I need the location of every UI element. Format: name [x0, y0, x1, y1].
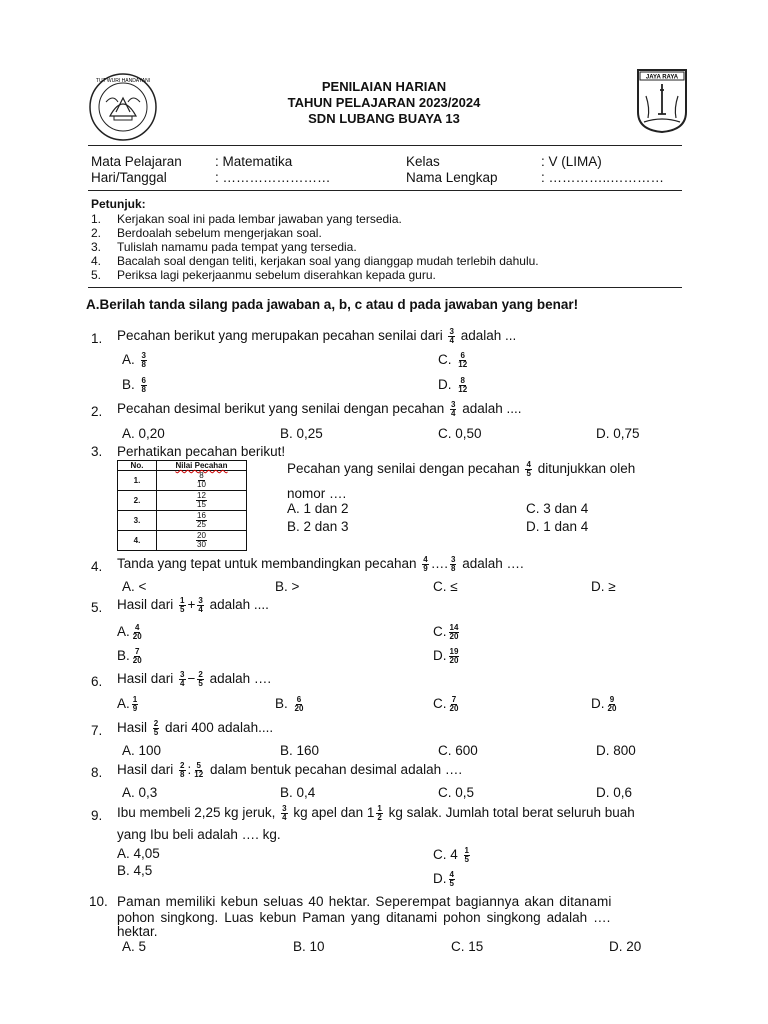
q10-option-d[interactable]: D. 20	[609, 939, 642, 954]
right-logo-text: JAYA RAYA	[645, 74, 679, 81]
q3-question-line2: nomor ….	[287, 486, 347, 501]
q10-stem-line2: pohon singkong. Luas kebun Paman yang ditanami pohon singkong adalah ….	[117, 910, 611, 925]
header-title-3: SDN LUBANG BUAYA 13	[308, 111, 460, 126]
kelas-value: : V (LIMA)	[541, 154, 602, 169]
q3-option-c[interactable]: C. 3 dan 4	[526, 501, 589, 516]
q10-number: 10.	[89, 894, 108, 909]
fraction: $\frac{3}{8}$	[450, 555, 456, 573]
q1-option-a[interactable]: A. $\frac{3}{8}$	[122, 351, 146, 369]
fraction: $\frac{4}{20}$	[132, 623, 142, 641]
q6-option-c[interactable]: C. $\frac{7}{20}$	[433, 695, 459, 713]
q9-option-c[interactable]: C. 4 $\frac{1}{5}$	[433, 846, 469, 864]
fraction: $\frac{1}{9}$	[132, 695, 138, 713]
q4-option-b[interactable]: B. >	[275, 579, 300, 594]
q8-option-c[interactable]: C. 0,5	[438, 785, 475, 800]
q1-option-c[interactable]: C. $\frac{6}{12}$	[438, 351, 468, 369]
q2-number: 2.	[91, 404, 103, 419]
q1-option-d[interactable]: D. $\frac{8}{12}$	[438, 376, 468, 394]
q10-stem-line1: Paman memiliki kebun seluas 40 hektar. Seperempat bagiannya akan ditanami	[117, 894, 612, 909]
q7-number: 7.	[91, 723, 103, 738]
petunjuk-text: Bacalah soal dengan teliti, kerjakan soal yang dianggap mudah terlebih dahulu.	[117, 254, 539, 268]
q5-stem: Hasil dari $\frac{1}{5}$ + $\frac{3}{4}$ adalah ....	[117, 596, 269, 614]
fraction: $\frac{14}{20}$	[449, 623, 459, 641]
fraction: $\frac{9}{20}$	[607, 695, 617, 713]
q5-number: 5.	[91, 600, 103, 615]
petunjuk-divider	[88, 287, 682, 288]
q9-stem: Ibu membeli 2,25 kg jeruk, $\frac{3}{4}$ kg apel dan 1 $\frac{1}{2}$ kg salak. Jumlah total berat seluruh buah	[117, 804, 635, 822]
q4-option-a[interactable]: A. <	[122, 579, 147, 594]
fraction: $\frac{3}{4}$	[282, 804, 287, 822]
fraction: $\frac{4}{5}$	[449, 870, 454, 888]
q3-question: Pecahan yang senilai dengan pecahan $\frac{4}{5}$ ditunjukkan oleh	[287, 460, 636, 478]
q7-option-b[interactable]: B. 160	[280, 743, 320, 758]
q9-number: 9.	[91, 808, 103, 823]
section-a-title: A.Berilah tanda silang pada jawaban a, b, c atau d pada jawaban yang benar!	[86, 297, 579, 312]
q4-number: 4.	[91, 559, 103, 574]
header-title-2: TAHUN PELAJARAN 2023/2024	[287, 95, 481, 110]
q2-option-b[interactable]: B. 0,25	[280, 426, 323, 441]
petunjuk-text: Kerjakan soal ini pada lembar jawaban yang tersedia.	[117, 212, 402, 226]
mapel-value: : Matematika	[215, 154, 293, 169]
petunjuk-no: 4.	[91, 254, 102, 268]
q10-option-b[interactable]: B. 10	[293, 939, 325, 954]
jaya-raya-logo	[636, 68, 688, 134]
q1-stem-post: adalah ...	[460, 328, 517, 344]
fraction: $\frac{6}{8}$	[141, 376, 146, 394]
q1-stem	[117, 328, 516, 345]
q9-option-d[interactable]: D. $\frac{4}{5}$	[433, 870, 454, 888]
q9-option-b[interactable]: B. 4,5	[117, 863, 153, 878]
fraction: $\frac{3}{4}$	[449, 327, 454, 345]
q9-option-a[interactable]: A. 4,05	[117, 846, 160, 861]
q7-option-a[interactable]: A. 100	[122, 743, 162, 758]
fraction: $\frac{2}{5}$	[153, 719, 159, 737]
q2-stem: Pecahan desimal berikut yang senilai dengan pecahan $\frac{3}{4}$ adalah ....	[117, 400, 522, 418]
table-row: 4. $\frac{20}{30}$	[118, 531, 247, 551]
fraction: $\frac{3}{4}$	[451, 400, 456, 418]
fraction: $\frac{1}{5}$	[180, 596, 185, 614]
q3-option-d[interactable]: D. 1 dan 4	[526, 519, 589, 534]
q5-option-b[interactable]: B. $\frac{7}{20}$	[117, 647, 142, 665]
q8-stem: Hasil dari $\frac{2}{8}$ : $\frac{5}{12}$ dalam bentuk pecahan desimal adalah ….	[117, 761, 463, 779]
q3-number: 3.	[91, 444, 103, 459]
table-row: 2. $\frac{12}{15}$	[118, 491, 247, 511]
q8-option-b[interactable]: B. 0,4	[280, 785, 316, 800]
fraction: $\frac{4}{5}$	[526, 460, 531, 478]
fraction: $\frac{8}{12}$	[458, 376, 468, 394]
q10-stem-line3: hektar.	[117, 924, 158, 939]
q7-stem: Hasil $\frac{2}{5}$ dari 400 adalah....	[117, 719, 274, 737]
petunjuk-text: Berdoalah sebelum mengerjakan soal.	[117, 226, 322, 240]
fraction: $\frac{19}{20}$	[449, 647, 459, 665]
petunjuk-text: Tulislah namamu pada tempat yang tersedia.	[117, 240, 357, 254]
header-divider	[88, 145, 682, 146]
hari-value[interactable]: : ……………………	[215, 170, 331, 185]
q1-number: 1.	[91, 331, 103, 346]
fraction: $\frac{7}{20}$	[132, 647, 142, 665]
q1-stem-pre: Pecahan berikut yang merupakan pecahan senilai dari	[117, 328, 443, 344]
q8-number: 8.	[91, 765, 103, 780]
fraction: $\frac{6}{20}$	[294, 695, 304, 713]
petunjuk-title: Petunjuk:	[91, 197, 146, 211]
q3-option-a[interactable]: A. 1 dan 2	[287, 501, 349, 516]
q4-option-d[interactable]: D. ≥	[591, 579, 616, 594]
q5-option-c[interactable]: C. $\frac{14}{20}$	[433, 623, 459, 641]
q5-option-a[interactable]: A. $\frac{4}{20}$	[117, 623, 142, 641]
fraction: $\frac{3}{4}$	[198, 596, 203, 614]
fraction: $\frac{3}{4}$	[180, 670, 185, 688]
q6-option-d[interactable]: D. $\frac{9}{20}$	[591, 695, 617, 713]
left-logo-text: TUT WURI HANDAYANI	[95, 78, 151, 84]
table-header-no: No.	[118, 461, 157, 471]
nama-label: Nama Lengkap	[406, 170, 498, 185]
fraction: $\frac{5}{12}$	[194, 761, 204, 779]
info-divider	[88, 190, 682, 191]
petunjuk-no: 1.	[91, 212, 102, 226]
fraction: $\frac{2}{5}$	[198, 670, 203, 688]
q4-option-c[interactable]: C. ≤	[433, 579, 458, 594]
q9-stem-line2: yang Ibu beli adalah …. kg.	[117, 827, 281, 842]
hari-label: Hari/Tanggal	[91, 170, 167, 185]
q6-option-b[interactable]: B. $\frac{6}{20}$	[275, 695, 304, 713]
q2-option-c[interactable]: C. 0,50	[438, 426, 482, 441]
q4-stem: Tanda yang tepat untuk membandingkan pecahan $\frac{4}{9}$ …. $\frac{3}{8}$ adalah ….	[117, 555, 524, 573]
petunjuk-text: Periksa lagi pekerjaanmu sebelum diserahkan kepada guru.	[117, 268, 436, 282]
tut-wuri-handayani-logo	[88, 72, 158, 142]
q7-option-d[interactable]: D. 800	[596, 743, 636, 758]
fraction: $\frac{3}{8}$	[141, 351, 146, 369]
q6-number: 6.	[91, 674, 103, 689]
q5-option-d[interactable]: D. $\frac{19}{20}$	[433, 647, 459, 665]
q6-stem: Hasil dari $\frac{3}{4}$ − $\frac{2}{5}$ adalah ….	[117, 670, 272, 688]
q10-option-c[interactable]: C. 15	[451, 939, 484, 954]
table-row: 3. $\frac{16}{25}$	[118, 511, 247, 531]
kelas-label: Kelas	[406, 154, 440, 169]
fraction: $\frac{6}{12}$	[458, 351, 468, 369]
q10-option-a[interactable]: A. 5	[122, 939, 147, 954]
table-header-value: Nilai Pecahan	[157, 461, 247, 471]
nama-value[interactable]: : …………..…………	[541, 170, 665, 185]
fraction: $\frac{7}{20}$	[449, 695, 459, 713]
q3-fraction-table	[117, 460, 247, 551]
q1-option-b[interactable]: B. $\frac{6}{8}$	[122, 376, 146, 394]
petunjuk-no: 2.	[91, 226, 102, 240]
q3-option-b[interactable]: B. 2 dan 3	[287, 519, 349, 534]
petunjuk-no: 5.	[91, 268, 102, 282]
fraction: $\frac{1}{2}$	[377, 804, 382, 822]
fraction: $\frac{2}{8}$	[180, 761, 185, 779]
q6-option-a[interactable]: A. $\frac{1}{9}$	[117, 695, 138, 713]
table-row: 1. $\frac{8}{10}$	[118, 471, 247, 491]
fraction: $\frac{4}{9}$	[423, 555, 428, 573]
header-title-1: PENILAIAN HARIAN	[321, 79, 447, 94]
q2-option-d[interactable]: D. 0,75	[596, 426, 640, 441]
mapel-label: Mata Pelajaran	[91, 154, 182, 169]
q8-option-d[interactable]: D. 0,6	[596, 785, 633, 800]
q2-option-a[interactable]: A. 0,20	[122, 426, 165, 441]
q3-stem: Perhatikan pecahan berikut!	[117, 444, 286, 459]
petunjuk-no: 3.	[91, 240, 102, 254]
q7-option-c[interactable]: C. 600	[438, 743, 478, 758]
q8-option-a[interactable]: A. 0,3	[122, 785, 158, 800]
fraction: $\frac{1}{5}$	[464, 846, 469, 864]
